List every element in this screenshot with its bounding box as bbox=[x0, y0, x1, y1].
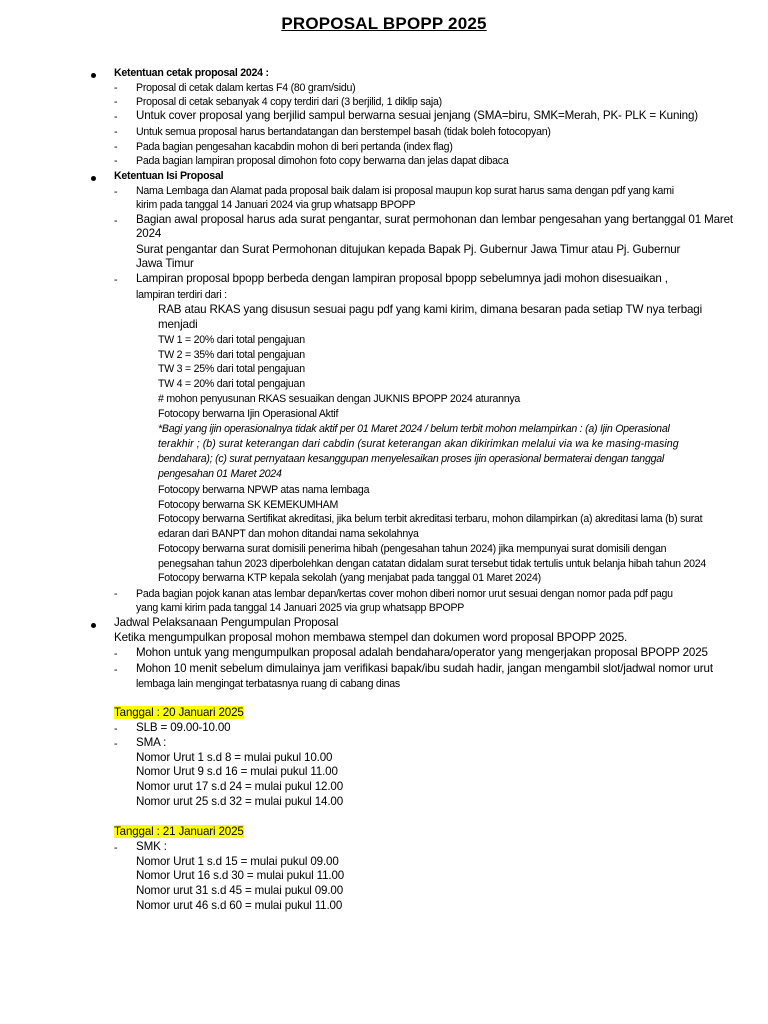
lampiran-line: TW 2 = 35% dari total pengajuan bbox=[158, 349, 305, 361]
dash-icon: - bbox=[114, 648, 118, 660]
list-item: Pada bagian pojok kanan atas lembar depan/kertas cover mohon diberi nomor urut sesuai dengan nomor pada pdf pagu bbox=[136, 588, 673, 600]
schedule-row: Nomor urut 31 s.d 45 = mulai pukul 09.00 bbox=[136, 884, 343, 897]
lampiran-line: Fotocopy berwarna Sertifikat akreditasi, jika belum terbit akreditasi terbaru, mohon dilampirkan (a) akreditasi lama (b) surat bbox=[158, 513, 703, 525]
section-heading-isi: Ketentuan Isi Proposal bbox=[114, 170, 224, 182]
lampiran-line: Fotocopy berwarna KTP kepala sekolah (yang menjabat pada tanggal 01 Maret 2024) bbox=[158, 572, 541, 584]
dash-icon: - bbox=[114, 842, 118, 854]
lampiran-line: Fotocopy berwarna Ijin Operasional Aktif bbox=[158, 408, 339, 420]
bullet-icon bbox=[91, 73, 96, 78]
highlight: Tanggal : 20 Januari 2025 bbox=[114, 706, 244, 719]
document-title: PROPOSAL BPOPP 2025 bbox=[281, 14, 487, 33]
lampiran-line: RAB atau RKAS yang disusun sesuai pagu pdf yang kami kirim, dimana besaran pada setiap TW nya terbagi bbox=[158, 303, 703, 316]
list-item: Proposal di cetak sebanyak 4 copy terdiri dari (3 berjilid, 1 diklip saja) bbox=[136, 96, 442, 108]
date-heading-day1 bbox=[114, 706, 244, 720]
list-item-cont: Jawa Timur bbox=[136, 257, 194, 270]
lampiran-line: Fotocopy berwarna SK KEMEKUMHAM bbox=[158, 499, 339, 511]
schedule-row: Nomor Urut 16 s.d 30 = mulai pukul 11.00 bbox=[136, 869, 345, 882]
dash-icon: - bbox=[114, 664, 118, 676]
section-heading-jadwal: Jadwal Pelaksanaan Pengumpulan Proposal bbox=[114, 616, 339, 629]
bullet-icon bbox=[91, 623, 96, 628]
dash-icon: - bbox=[114, 738, 118, 750]
list-item: Pada bagian lampiran proposal dimohon foto copy berwarna dan jelas dapat dibaca bbox=[136, 155, 509, 167]
list-item: Untuk cover proposal yang berjilid sampul berwarna sesuai jenjang (SMA=biru, SMK=Merah, PK- PLK = Kuning) bbox=[136, 109, 698, 122]
schedule-row: Nomor urut 25 s.d 32 = mulai pukul 14.00 bbox=[136, 795, 343, 808]
slb-schedule: SLB = 09.00-10.00 bbox=[136, 721, 231, 734]
italic-note: terakhir ; (b) surat keterangan dari cabdin (surat keterangan akan dikirimkan melalui via wa ke masing-masing bbox=[158, 438, 679, 450]
section-heading-cetak: Ketentuan cetak proposal 2024 : bbox=[114, 67, 269, 79]
bullet-icon bbox=[91, 176, 96, 181]
italic-note: pengesahan 01 Maret 2024 bbox=[158, 468, 282, 480]
list-item: Proposal di cetak dalam kertas F4 (80 gram/sidu) bbox=[136, 82, 356, 94]
italic-note: *Bagi yang ijin operasionalnya tidak aktif per 01 Maret 2024 / belum terbit mohon melampirkan : (a) Ijin Operasional bbox=[158, 423, 670, 435]
lampiran-line: Fotocopy berwarna NPWP atas nama lembaga bbox=[158, 484, 370, 496]
list-item-cont: Surat pengantar dan Surat Permohonan ditujukan kepada Bapak Pj. Gubernur Jawa Timur atau Pj. Gubernur bbox=[136, 243, 681, 256]
dash-icon: - bbox=[114, 111, 118, 123]
schedule-row: Nomor Urut 1 s.d 8 = mulai pukul 10.00 bbox=[136, 751, 333, 764]
dash-icon: - bbox=[114, 186, 118, 198]
lampiran-line: menjadi bbox=[158, 318, 198, 331]
dash-icon: - bbox=[114, 215, 118, 227]
schedule-row: Nomor Urut 1 s.d 15 = mulai pukul 09.00 bbox=[136, 855, 339, 868]
sma-label: SMA : bbox=[136, 736, 167, 749]
lampiran-line: TW 3 = 25% dari total pengajuan bbox=[158, 363, 305, 375]
list-item-cont: lembaga lain mengingat terbatasnya ruang di cabang dinas bbox=[136, 678, 400, 690]
lampiran-line: penegsahan tahun 2023 diperbolehkan dengan catatan didalam surat tersebut tidak tertulis untuk belanja hibah tahun 2024 bbox=[158, 558, 707, 570]
lampiran-line: edaran dari BANPT dan mohon ditandai nama sekolahnya bbox=[158, 528, 419, 540]
date-heading-day2 bbox=[114, 825, 244, 839]
lampiran-line: TW 1 = 20% dari total pengajuan bbox=[158, 334, 305, 346]
list-item: Bagian awal proposal harus ada surat pengantar, surat permohonan dan lembar pengesahan yang bertanggal 01 Maret bbox=[136, 213, 733, 226]
list-item: Pada bagian pengesahan kacabdin mohon di beri pertanda (index flag) bbox=[136, 141, 453, 153]
list-item: Lampiran proposal bpopp berbeda dengan lampiran proposal bpopp sebelumnya jadi mohon disesuaikan , bbox=[136, 272, 668, 285]
dash-icon: - bbox=[114, 723, 118, 735]
lampiran-line: Fotocopy berwarna surat domisili penerima hibah (pengesahan tahun 2024) jika mempunyai surat domisili dengan bbox=[158, 543, 667, 555]
dash-icon: - bbox=[114, 274, 118, 286]
dash-icon: - bbox=[114, 155, 118, 167]
jadwal-intro: Ketika mengumpulkan proposal mohon membawa stempel dan dokumen word proposal BPOPP 2025. bbox=[114, 631, 628, 644]
schedule-row: Nomor urut 46 s.d 60 = mulai pukul 11.00 bbox=[136, 899, 343, 912]
highlight: Tanggal : 21 Januari 2025 bbox=[114, 825, 244, 838]
list-item: Mohon untuk yang mengumpulkan proposal adalah bendahara/operator yang mengerjakan proposal BPOPP 2025 bbox=[136, 646, 708, 659]
lampiran-line: TW 4 = 20% dari total pengajuan bbox=[158, 378, 305, 390]
dash-icon: - bbox=[114, 141, 118, 153]
list-item-cont: lampiran terdiri dari : bbox=[136, 289, 227, 301]
list-item-cont: 2024 bbox=[136, 227, 162, 240]
italic-note: bendahara); (c) surat pernyataan kesanggupan menyelesaikan proses ijin operasional bermaterai dengan tanggal bbox=[158, 453, 664, 465]
dash-icon: - bbox=[114, 82, 118, 94]
list-item: Nama Lembaga dan Alamat pada proposal baik dalam isi proposal maupun kop surat harus sama dengan pdf yang kami bbox=[136, 185, 674, 197]
dash-icon: - bbox=[114, 126, 118, 138]
schedule-row: Nomor urut 17 s.d 24 = mulai pukul 12.00 bbox=[136, 780, 343, 793]
list-item: Mohon 10 menit sebelum dimulainya jam verifikasi bapak/ibu sudah hadir, jangan mengambil slot/jadwal nomor urut bbox=[136, 662, 713, 675]
schedule-row: Nomor Urut 9 s.d 16 = mulai pukul 11.00 bbox=[136, 765, 338, 778]
lampiran-line: # mohon penyusunan RKAS sesuaikan dengan JUKNIS BPOPP 2024 aturannya bbox=[158, 393, 521, 405]
dash-icon: - bbox=[114, 588, 118, 600]
list-item-cont: yang kami kirim pada tanggal 14 Januari 2025 via grup whatsapp BPOPP bbox=[136, 602, 465, 614]
list-item-cont: kirim pada tanggal 14 Januari 2024 via grup whatsapp BPOPP bbox=[136, 199, 416, 211]
smk-label: SMK : bbox=[136, 840, 167, 853]
dash-icon: - bbox=[114, 96, 118, 108]
list-item: Untuk semua proposal harus bertandatangan dan berstempel basah (tidak boleh fotocopyan) bbox=[136, 126, 551, 138]
